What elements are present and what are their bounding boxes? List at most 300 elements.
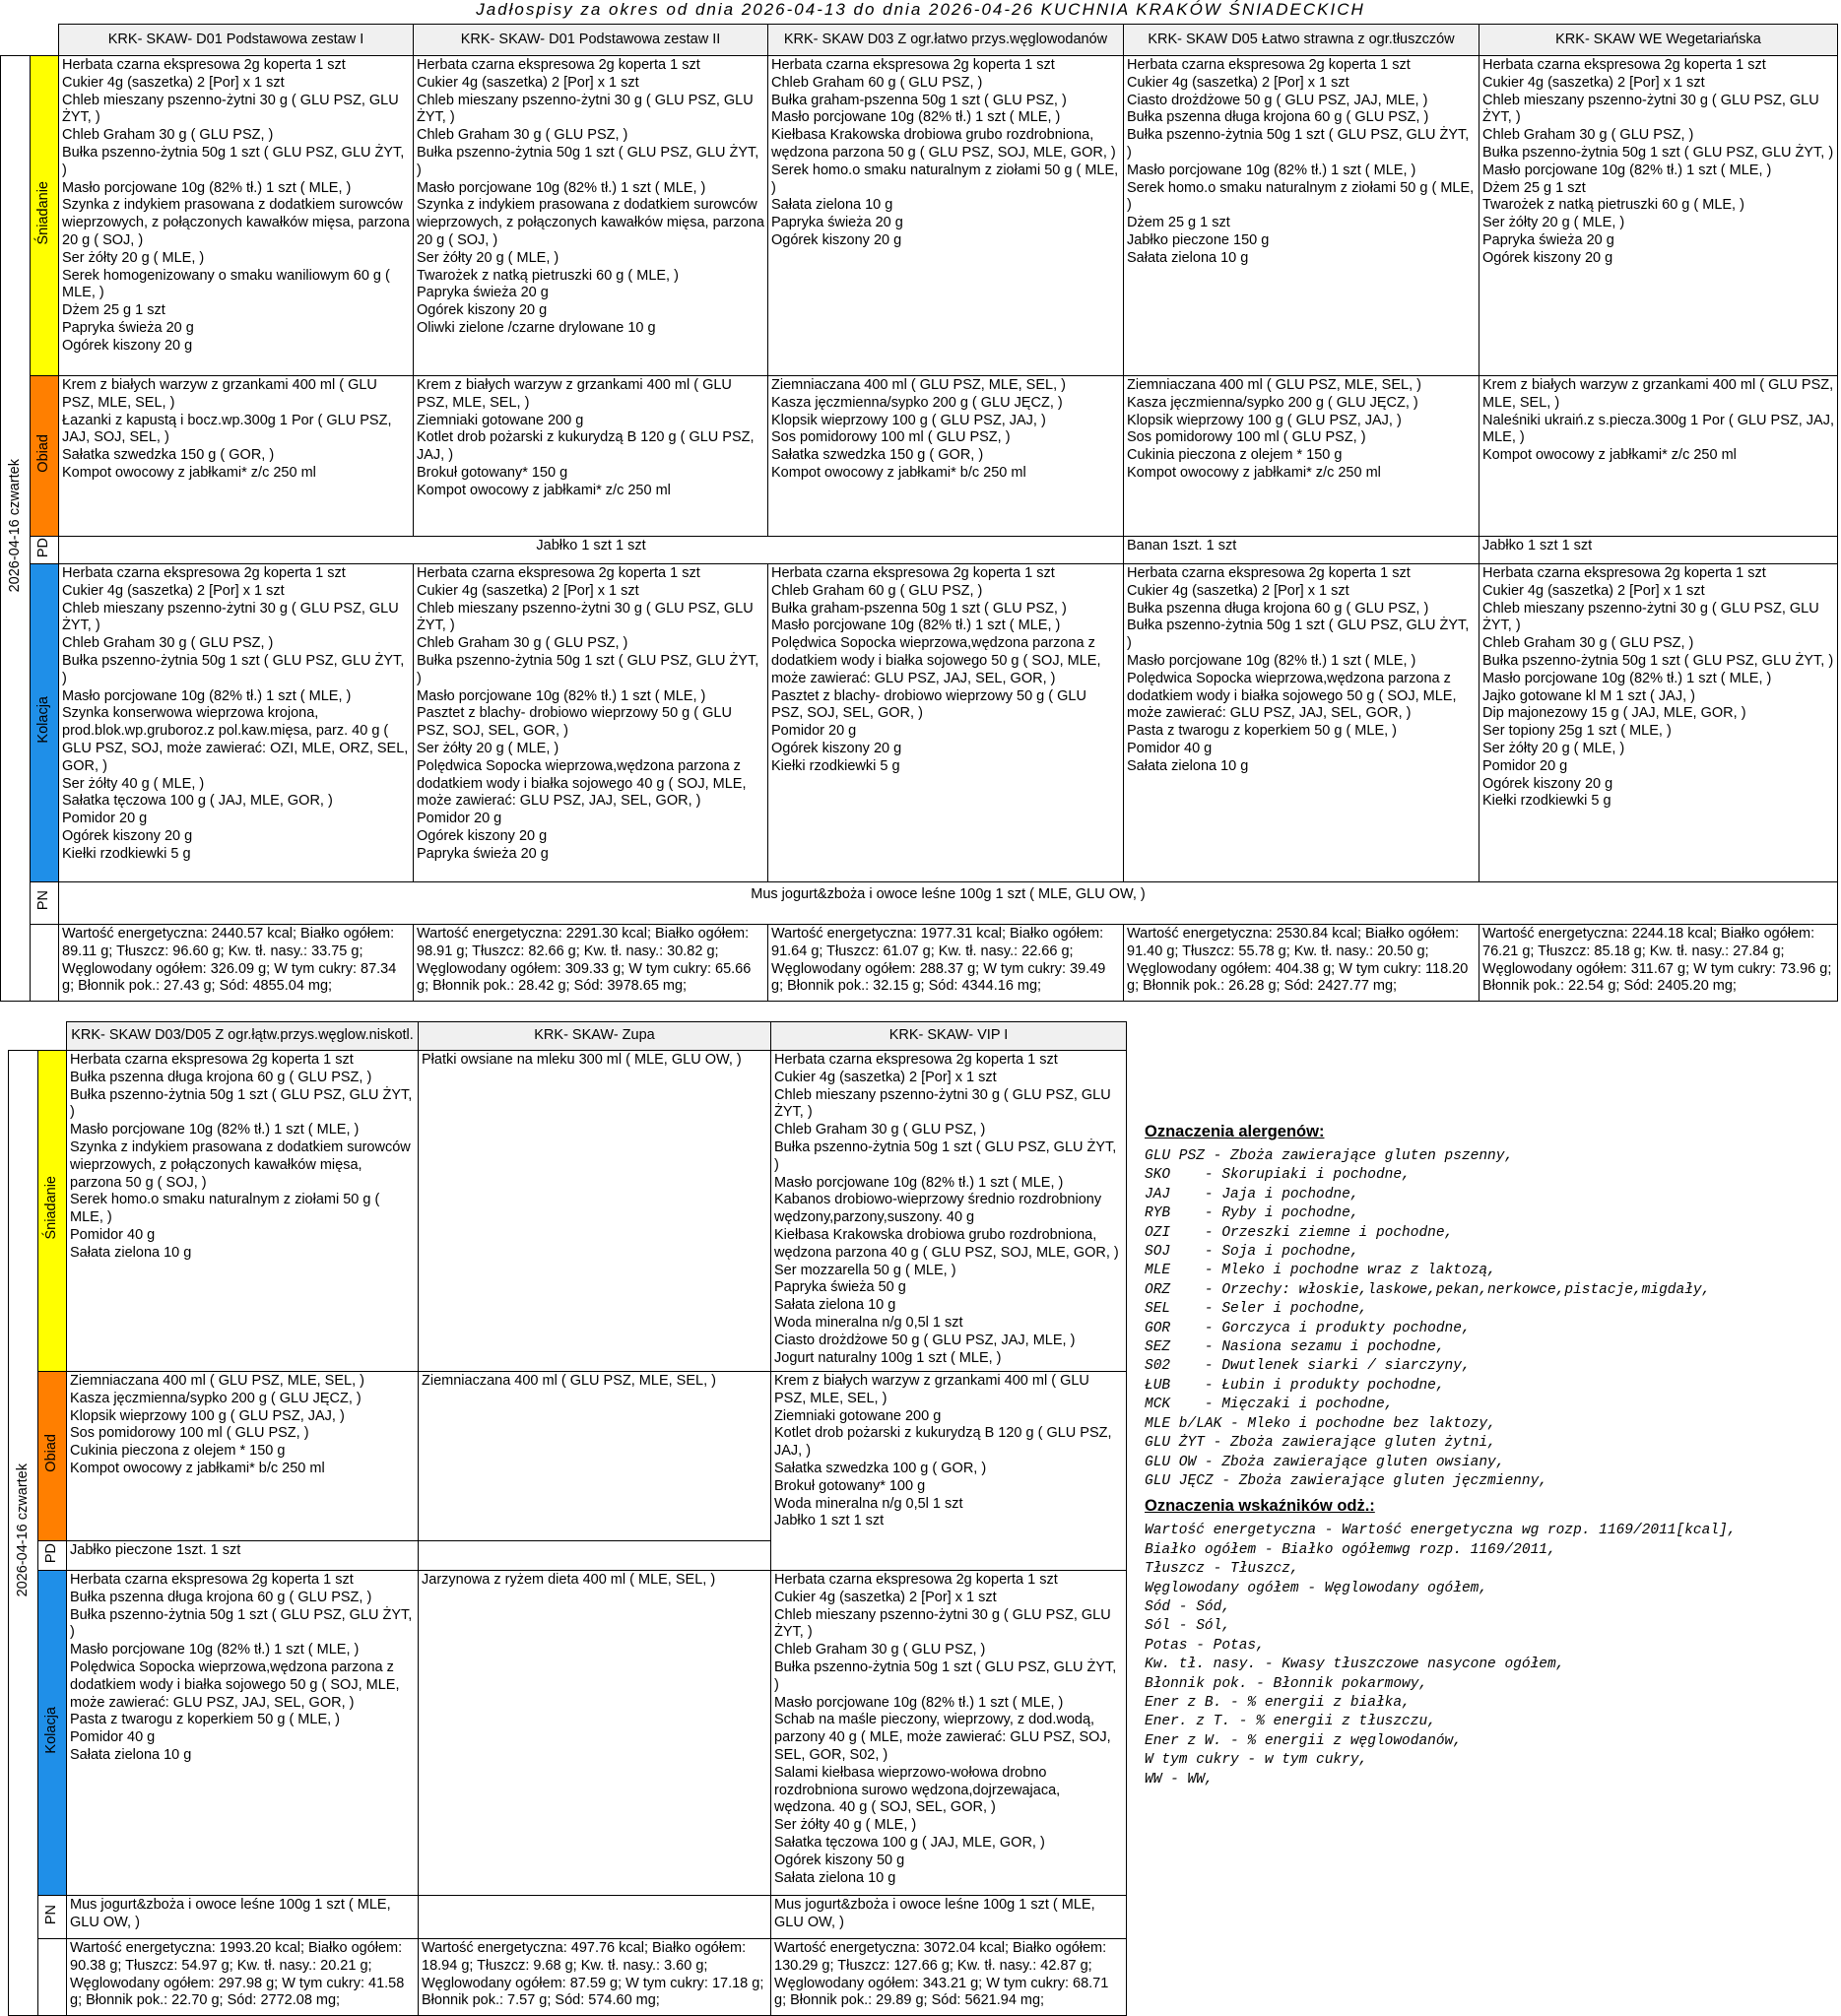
menu-item: Jajko gotowane kl M 1 szt ( JAJ, ): [1482, 687, 1695, 704]
meal-label-pn: PN: [38, 1896, 67, 1939]
menu-item: Pomidor 20 g: [1482, 757, 1568, 774]
menu-item: Sałata zielona 10 g: [70, 1244, 192, 1261]
indicators-list: [1145, 1522, 1834, 1789]
menu-item: Sałatka tęczowa 100 g ( JAJ, MLE, GOR, ): [774, 1834, 1045, 1851]
menu-item: Bułka pszenno-żytnia 50g 1 szt ( GLU PSZ, GLU ŻYT, ): [417, 144, 759, 178]
menu-cell: [771, 1571, 1127, 1896]
menu-item: Herbata czarna ekspresowa 2g koperta 1 szt: [1482, 565, 1766, 581]
diet-header: KRK- SKAW- Zupa: [419, 1022, 771, 1051]
menu-item: Sałata zielona 10 g: [1127, 249, 1249, 266]
menu-item: Masło porcjowane 10g (82% tł.) 1 szt ( MLE, ): [1482, 670, 1772, 686]
menu-cell: Jabłko 1 szt 1 szt: [1479, 537, 1838, 564]
menu-item: Chleb Graham 30 g ( GLU PSZ, ): [417, 635, 628, 652]
menu-item: Pomidor 20 g: [62, 811, 148, 827]
legend-line: Sól - Sól,: [1145, 1618, 1231, 1635]
menu-item: Chleb mieszany pszenno-żytni 30 g ( GLU PSZ, GLU ŻYT, ): [62, 600, 399, 634]
allergens-list: [1145, 1147, 1834, 1491]
legend-line: S02 - Dwutlenek siarki / siarczyny,: [1145, 1358, 1471, 1375]
menu-item: Naleśniki ukraiń.z s.piecza.300g 1 Por ( GLU PSZ, JAJ, MLE, ): [1482, 412, 1835, 446]
corner-blank: [9, 1022, 67, 1051]
menu-item: Masło porcjowane 10g (82% tł.) 1 szt ( MLE, ): [1127, 652, 1416, 669]
legend-line: Ener. z T. - % energii z tłuszczu,: [1145, 1714, 1436, 1730]
menu-item: Płatki owsiane na mleku 300 ml ( MLE, GLU OW, ): [422, 1052, 742, 1068]
menu-item: Szynka konserwowa wieprzowa krojona, prod.blok.wp.gruboroz.z pol.kaw.mięsa, parz. 40 g ( GLU PSZ, SOJ, może zawierać: OZI, MLE, ORZ, SEL, GOR, ): [62, 705, 409, 774]
meal-label-pd: PD: [31, 537, 59, 564]
menu-item: Cukinia pieczona z olejem * 150 g: [1127, 447, 1343, 464]
menu-item: Cukier 4g (saszetka) 2 [Por] x 1 szt: [1482, 582, 1705, 599]
menu-cell: [419, 1541, 771, 1571]
menu-item: Bułka pszenna długa krojona 60 g ( GLU PSZ, ): [1127, 109, 1429, 126]
menu-item: Ciasto drożdżowe 50 g ( GLU PSZ, JAJ, MLE, ): [1127, 92, 1428, 108]
menu-item: Kompot owocowy z jabłkami* z/c 250 ml: [417, 482, 671, 498]
menu-item: Pomidor 20 g: [417, 811, 502, 827]
menu-item: Kiełki rzodkiewki 5 g: [771, 757, 900, 774]
legend-line: Ener z B. - % energii z białka,: [1145, 1694, 1411, 1711]
menu-item: Papryka świeża 20 g: [417, 845, 549, 862]
menu-item: Ziemniaki gotowane 200 g: [417, 412, 584, 428]
menu-item: Bułka pszenno-żytnia 50g 1 szt ( GLU PSZ, GLU ŻYT, ): [1482, 144, 1834, 161]
menu-cell-span: [59, 882, 1838, 925]
menu-item: Bułka pszenno-żytnia 50g 1 szt ( GLU PSZ, GLU ŻYT, ): [1482, 652, 1834, 669]
legend-line: SEL - Seler i pochodne,: [1145, 1301, 1368, 1318]
meal-label-pd: PD: [38, 1541, 67, 1571]
menu-item: Sos pomidorowy 100 ml ( GLU PSZ, ): [1127, 429, 1366, 446]
menu-item: Masło porcjowane 10g (82% tł.) 1 szt ( MLE, ): [771, 109, 1061, 126]
menu-item: Jabłko 1 szt 1 szt: [774, 1513, 885, 1529]
menu-item: Herbata czarna ekspresowa 2g koperta 1 szt: [771, 57, 1055, 73]
date-cell: [1, 56, 31, 1002]
corner-blank: [1, 25, 59, 56]
menu-cell: [1479, 376, 1838, 537]
nutrition-cell: Wartość energetyczna: 2291.30 kcal; Białko ogółem: 98.91 g; Tłuszcz: 82.66 g; Kw. tł. nasy.: 30.82 g; Węglowodany ogółem: 309.33 g; W tym cukry: 65.66 g; Błonnik pok.: 28.42 g; Sód: 3978.65 mg;: [414, 925, 768, 1002]
menu-item: Ziemniaczana 400 ml ( GLU PSZ, MLE, SEL, ): [70, 1373, 364, 1389]
menu-item: Jabłko pieczone 150 g: [1127, 231, 1270, 248]
menu-item: Polędwica Sopocka wieprzowa,wędzona parzona z dodatkiem wody i białka sojowego 50 g ( SOJ, MLE, może zawierać: GLU PSZ, JAJ, SEL, GOR, ): [1127, 670, 1457, 722]
menu-item: Serek homo.o smaku naturalnym z ziołami 50 g ( MLE, ): [70, 1192, 380, 1226]
nutrition-cell: Wartość energetyczna: 1993.20 kcal; Białko ogółem: 90.38 g; Tłuszcz: 54.97 g; Kw. tł. nasy.: 20.21 g; Węglowodany ogółem: 297.98 g; W tym cukry: 41.58 g; Błonnik pok.: 22.70 g; Sód: 2772.08 mg;: [67, 1939, 419, 2016]
menu-item: Masło porcjowane 10g (82% tł.) 1 szt ( MLE, ): [1482, 162, 1772, 178]
menu-item: Pasta z twarogu z koperkiem 50 g ( MLE, ): [70, 1712, 340, 1728]
menu-cell: [67, 1051, 419, 1372]
menu-item: Papryka świeża 20 g: [771, 215, 903, 231]
menu-item: Ciasto drożdżowe 50 g ( GLU PSZ, JAJ, MLE, ): [774, 1332, 1076, 1348]
menu-cell: [771, 1372, 1127, 1571]
menu-item: Polędwica Sopocka wieprzowa,wędzona parzona z dodatkiem wody i białka sojowego 50 g ( SOJ, MLE, może zawierać: GLU PSZ, JAJ, SEL, GOR, ): [70, 1658, 400, 1711]
menu-item: Herbata czarna ekspresowa 2g koperta 1 szt: [417, 57, 700, 73]
menu-item: Herbata czarna ekspresowa 2g koperta 1 szt: [1127, 57, 1411, 73]
menu-item: Dip majonezowy 15 g ( JAJ, MLE, GOR, ): [1482, 705, 1746, 722]
legend-line: SKO - Skorupiaki i pochodne,: [1145, 1167, 1411, 1184]
menu-item: Oliwki zielone /czarne drylowane 10 g: [417, 319, 656, 336]
meal-label-obiad: Obiad: [31, 376, 59, 537]
menu-item: Chleb mieszany pszenno-żytni 30 g ( GLU PSZ, GLU ŻYT, ): [1482, 600, 1819, 634]
legend-line: Błonnik pok. - Błonnik pokarmowy,: [1145, 1675, 1428, 1692]
legend-line: Ener z W. - % energii z węglowodanów,: [1145, 1732, 1462, 1749]
menu-item: Ziemniaczana 400 ml ( GLU PSZ, MLE, SEL, ): [422, 1373, 716, 1389]
menu-item: Ser żółty 20 g ( MLE, ): [417, 249, 559, 266]
menu-item: Chleb Graham 30 g ( GLU PSZ, ): [1482, 127, 1694, 144]
menu-item: Bułka pszenno-żytnia 50g 1 szt ( GLU PSZ, GLU ŻYT, ): [774, 1138, 1117, 1173]
menu-item: Kiełbasa Krakowska drobiowa grubo rozdrobniona, wędzona parzona 40 g ( GLU PSZ, SOJ, MLE, GOR, ): [774, 1226, 1119, 1261]
menu-item: Kompot owocowy z jabłkami* z/c 250 ml: [1482, 447, 1737, 464]
menu-item: Cukier 4g (saszetka) 2 [Por] x 1 szt: [62, 74, 285, 91]
menu-item: Kasza jęczmienna/sypko 200 g ( GLU JĘCZ, ): [70, 1390, 362, 1406]
legend-line: OZI - Orzeszki ziemne i pochodne,: [1145, 1224, 1454, 1241]
menu-item: Masło porcjowane 10g (82% tł.) 1 szt ( MLE, ): [70, 1122, 360, 1138]
menu-item: Serek homogenizowany o smaku waniliowym 60 g ( MLE, ): [62, 267, 390, 301]
menu-table-2: [8, 1021, 1127, 2016]
menu-item: Cukier 4g (saszetka) 2 [Por] x 1 szt: [417, 582, 639, 599]
menu-item: Cukier 4g (saszetka) 2 [Por] x 1 szt: [1127, 582, 1349, 599]
menu-item: Szynka z indykiem prasowana z dodatkiem surowców wieprzowych, z połączonych kawałków mięsa, parzona 50 g ( SOJ, ): [70, 1138, 411, 1191]
menu-cell: [419, 1896, 771, 1939]
menu-item: Sałata zielona 10 g: [70, 1746, 192, 1763]
menu-item: Bułka pszenno-żytnia 50g 1 szt ( GLU PSZ, GLU ŻYT, ): [1127, 618, 1470, 652]
menu-cell: [414, 376, 768, 537]
menu-cell: [67, 1372, 419, 1541]
menu-item: Chleb mieszany pszenno-żytni 30 g ( GLU PSZ, GLU ŻYT, ): [62, 92, 399, 126]
menu-item: Masło porcjowane 10g (82% tł.) 1 szt ( MLE, ): [771, 618, 1061, 634]
nutrition-cell: Wartość energetyczna: 1977.31 kcal; Białko ogółem: 91.64 g; Tłuszcz: 61.07 g; Kw. tł. nasy.: 22.66 g; Węglowodany ogółem: 288.37 g; W tym cukry: 39.49 g; Błonnik pok.: 32.15 g; Sód: 4344.16 mg;: [768, 925, 1124, 1002]
menu-cell: [768, 376, 1124, 537]
menu-item: Ziemniaczana 400 ml ( GLU PSZ, MLE, SEL, ): [771, 377, 1066, 393]
menu-item: Ogórek kiszony 20 g: [1482, 249, 1613, 266]
menu-item: Bułka pszenna długa krojona 60 g ( GLU PSZ, ): [70, 1069, 372, 1085]
legend-line: ŁUB - Łubin i produkty pochodne,: [1145, 1377, 1445, 1394]
diet-header: KRK- SKAW WE Wegetariańska: [1479, 25, 1838, 56]
menu-item: Krem z białych warzyw z grzankami 400 ml ( GLU PSZ, MLE, SEL, ): [417, 377, 732, 411]
menu-cell: [419, 1571, 771, 1896]
menu-cell-span: Jabłko 1 szt 1 szt: [59, 537, 1124, 564]
nutrition-cell: Wartość energetyczna: 497.76 kcal; Białko ogółem: 18.94 g; Tłuszcz: 9.68 g; Kw. tł. nasy.: 3.60 g; Węglowodany ogółem: 87.59 g; W tym cukry: 17.18 g; Błonnik pok.: 7.57 g; Sód: 574.60 mg;: [419, 1939, 771, 2016]
diet-header: KRK- SKAW D03/D05 Z ogr.łątw.przys.węglow.niskotl.: [67, 1022, 419, 1051]
date-cell: [9, 1051, 38, 2016]
menu-item: Kasza jęczmienna/sypko 200 g ( GLU JĘCZ, ): [1127, 394, 1418, 411]
menu-item: Bułka pszenno-żytnia 50g 1 szt ( GLU PSZ, GLU ŻYT, ): [70, 1086, 413, 1121]
diet-header: KRK- SKAW D03 Z ogr.łatwo przys.węglowodanów: [768, 25, 1124, 56]
menu-item: Ser żółty 40 g ( MLE, ): [774, 1817, 917, 1834]
legend-line: SEZ - Nasiona sezamu i pochodne,: [1145, 1339, 1445, 1356]
menu-item: Dżem 25 g 1 szt: [62, 302, 165, 319]
allergens-title: Oznaczenia alergenów:: [1145, 1123, 1325, 1140]
menu-item: Kompot owocowy z jabłkami* b/c 250 ml: [771, 464, 1026, 481]
menu-item: Sałata zielona 10 g: [771, 197, 893, 214]
menu-item: Sałata zielona 10 g: [1127, 757, 1249, 774]
menu-cell: [1479, 56, 1838, 376]
menu-item: Cukier 4g (saszetka) 2 [Por] x 1 szt: [417, 74, 639, 91]
legend-line: Potas - Potas,: [1145, 1637, 1265, 1654]
menu-item: Herbata czarna ekspresowa 2g koperta 1 szt: [417, 565, 700, 581]
menu-item: Dżem 25 g 1 szt: [1127, 215, 1230, 231]
menu-item: Kiełbasa Krakowska drobiowa grubo rozdrobniona, wędzona parzona 50 g ( GLU PSZ, SOJ, MLE, GOR, ): [771, 127, 1116, 161]
menu-item: Chleb mieszany pszenno-żytni 30 g ( GLU PSZ, GLU ŻYT, ): [417, 92, 754, 126]
menu-item: Krem z białych warzyw z grzankami 400 ml ( GLU PSZ, MLE, SEL, ): [62, 377, 377, 411]
menu-item: Ogórek kiszony 20 g: [417, 302, 548, 319]
menu-cell: [419, 1372, 771, 1541]
menu-cell: [59, 376, 414, 537]
menu-item: Masło porcjowane 10g (82% tł.) 1 szt ( MLE, ): [70, 1642, 360, 1658]
legend-line: JAJ - Jaja i pochodne,: [1145, 1186, 1359, 1203]
menu-cell: [414, 564, 768, 882]
menu-item: Bułka graham-pszenna 50g 1 szt ( GLU PSZ, ): [771, 92, 1067, 108]
date-label: 2026-04-16 czwartek: [14, 1463, 31, 1597]
menu-item: Herbata czarna ekspresowa 2g koperta 1 szt: [70, 1572, 354, 1588]
menu-cell: [59, 56, 414, 376]
menu-item: Sałatka szwedzka 150 g ( GOR, ): [62, 447, 275, 464]
meal-label-kolacja: Kolacja: [38, 1571, 67, 1896]
menu-item: Ser żółty 20 g ( MLE, ): [417, 740, 559, 756]
menu-item: Ser żółty 20 g ( MLE, ): [62, 249, 205, 266]
menu-item: Ogórek kiszony 20 g: [771, 740, 902, 756]
menu-cell: [59, 564, 414, 882]
menu-item: Serek homo.o smaku naturalnym z ziołami 50 g ( MLE, ): [1127, 179, 1475, 214]
menu-item: Chleb Graham 60 g ( GLU PSZ, ): [771, 582, 983, 599]
menu-item: Mus jogurt&zboża i owoce leśne 100g 1 szt ( MLE, GLU OW, ): [70, 1897, 391, 1930]
menu-item: Kompot owocowy z jabłkami* z/c 250 ml: [1127, 464, 1381, 481]
menu-cell: [768, 56, 1124, 376]
menu-item: Bułka pszenno-żytnia 50g 1 szt ( GLU PSZ, GLU ŻYT, ): [62, 652, 405, 686]
menu-item: Pasztet z blachy- drobiowo wieprzowy 50 g ( GLU PSZ, SOJ, SEL, GOR, ): [771, 687, 1086, 722]
legend-line: GLU ŻYT - Zboża zawierające gluten żytni,: [1145, 1435, 1496, 1452]
menu-item: Pomidor 40 g: [1127, 740, 1213, 756]
menu-item: Chleb Graham 30 g ( GLU PSZ, ): [62, 127, 274, 144]
menu-item: Brokuł gotowany* 100 g: [774, 1477, 926, 1494]
diet-header: KRK- SKAW- VIP I: [771, 1022, 1127, 1051]
legend-line: Węglowodany ogółem - Węglowodany ogółem,: [1145, 1580, 1488, 1596]
menu-item: Ser topiony 25g 1 szt ( MLE, ): [1482, 723, 1672, 740]
legend-line: GLU PSZ - Zboża zawierające gluten pszenny,: [1145, 1148, 1514, 1164]
menu-item: Chleb mieszany pszenno-żytni 30 g ( GLU PSZ, GLU ŻYT, ): [1482, 92, 1819, 126]
menu-item: Ser żółty 20 g ( MLE, ): [1482, 740, 1625, 756]
menu-item: Masło porcjowane 10g (82% tł.) 1 szt ( MLE, ): [1127, 162, 1416, 178]
menu-item: Sos pomidorowy 100 ml ( GLU PSZ, ): [70, 1425, 309, 1442]
menu-item: Ogórek kiszony 20 g: [62, 827, 193, 844]
menu-item: Chleb mieszany pszenno-żytni 30 g ( GLU PSZ, GLU ŻYT, ): [774, 1606, 1111, 1641]
menu-item: Chleb mieszany pszenno-żytni 30 g ( GLU PSZ, GLU ŻYT, ): [417, 600, 754, 634]
legend-line: Białko ogółem - Białko ogółemwg rozp. 1169/2011,: [1145, 1541, 1556, 1558]
menu-item: Sos pomidorowy 100 ml ( GLU PSZ, ): [771, 429, 1011, 446]
menu-cell: Banan 1szt. 1 szt: [1124, 537, 1479, 564]
menu-item: Klopsik wieprzowy 100 g ( GLU PSZ, JAJ, ): [1127, 412, 1402, 428]
menu-item: Krem z białych warzyw z grzankami 400 ml ( GLU PSZ, MLE, SEL, ): [1482, 377, 1834, 411]
menu-item: Masło porcjowane 10g (82% tł.) 1 szt ( MLE, ): [774, 1174, 1064, 1191]
menu-item: Ser żółty 20 g ( MLE, ): [1482, 215, 1625, 231]
meal-label-sniadanie: Śniadanie: [31, 56, 59, 376]
menu-item: Chleb mieszany pszenno-żytni 30 g ( GLU PSZ, GLU ŻYT, ): [774, 1086, 1111, 1121]
menu-item: Masło porcjowane 10g (82% tł.) 1 szt ( MLE, ): [62, 179, 352, 196]
menu-item: Szynka z indykiem prasowana z dodatkiem surowców wieprzowych, z połączonych kawałków mięsa, parzona 20 g ( SOJ, ): [417, 197, 764, 248]
menu-cell: [1124, 376, 1479, 537]
menu-cell: [414, 56, 768, 376]
menu-item: Cukier 4g (saszetka) 2 [Por] x 1 szt: [774, 1069, 997, 1085]
menu-item: Herbata czarna ekspresowa 2g koperta 1 szt: [62, 565, 346, 581]
menu-item: Papryka świeża 20 g: [62, 319, 194, 336]
menu-item: Masło porcjowane 10g (82% tł.) 1 szt ( MLE, ): [774, 1694, 1064, 1711]
menu-item: Cukier 4g (saszetka) 2 [Por] x 1 szt: [1482, 74, 1705, 91]
legend-line: MLE - Mleko i pochodne wraz z laktozą,: [1145, 1263, 1496, 1279]
menu-cell: [768, 564, 1124, 882]
menu-item: Schab na maśle pieczony, wieprzowy, z dod.wodą, parzony 40 g ( MLE, może zawierać: GLU PSZ, SOJ, SEL, GOR, S02, ): [774, 1712, 1111, 1763]
menu-item: Sałata zielona 10 g: [774, 1869, 896, 1886]
menu-item: Bułka pszenno-żytnia 50g 1 szt ( GLU PSZ, GLU ŻYT, ): [62, 144, 405, 178]
legend-line: GLU JĘCZ - Zboża zawierające gluten jęczmienny,: [1145, 1472, 1547, 1489]
legend-line: GOR - Gorczyca i produkty pochodne,: [1145, 1320, 1471, 1336]
indicators-title: Oznaczenia wskaźników odż.:: [1145, 1497, 1375, 1516]
nutrition-cell: Wartość energetyczna: 2440.57 kcal; Białko ogółem: 89.11 g; Tłuszcz: 96.60 g; Kw. tł. nasy.: 33.75 g; Węglowodany ogółem: 326.09 g; W tym cukry: 87.34 g; Błonnik pok.: 27.43 g; Sód: 4855.04 mg;: [59, 925, 414, 1002]
menu-table-1: [0, 24, 1838, 1002]
menu-item: Cukier 4g (saszetka) 2 [Por] x 1 szt: [62, 582, 285, 599]
legend: [1145, 1123, 1834, 1789]
menu-item: Masło porcjowane 10g (82% tł.) 1 szt ( MLE, ): [417, 179, 706, 196]
menu-item: Kiełki rzodkiewki 5 g: [62, 845, 191, 862]
menu-item: Kotlet drob pożarski z kukurydzą B 120 g ( GLU PSZ, JAJ, ): [774, 1425, 1112, 1460]
menu-item: Klopsik wieprzowy 100 g ( GLU PSZ, JAJ, ): [771, 412, 1046, 428]
menu-item: Kotlet drob pożarski z kukurydzą B 120 g ( GLU PSZ, JAJ, ): [417, 429, 755, 464]
menu-item: Klopsik wieprzowy 100 g ( GLU PSZ, JAJ, ): [70, 1407, 345, 1424]
menu-cell: [771, 1051, 1127, 1372]
menu-cell: [1124, 56, 1479, 376]
menu-item: Ogórek kiszony 20 g: [62, 337, 193, 354]
menu-item: Polędwica Sopocka wieprzowa,wędzona parzona z dodatkiem wody i białka sojowego 50 g ( SOJ, MLE, może zawierać: GLU PSZ, JAJ, SEL, GOR, ): [771, 635, 1101, 686]
menu-item: Chleb Graham 30 g ( GLU PSZ, ): [774, 1642, 986, 1658]
menu-item: Bułka pszenno-żytnia 50g 1 szt ( GLU PSZ, GLU ŻYT, ): [774, 1658, 1117, 1693]
menu-item: Chleb Graham 30 g ( GLU PSZ, ): [774, 1122, 986, 1138]
legend-line: SOJ - Soja i pochodne,: [1145, 1244, 1359, 1261]
menu-item: Papryka świeża 20 g: [417, 285, 549, 301]
menu-item: Ser mozzarella 50 g ( MLE, ): [774, 1262, 956, 1278]
legend-line: Wartość energetyczna - Wartość energetyczna wg rozp. 1169/2011[kcal],: [1145, 1523, 1737, 1539]
menu-item: Cukier 4g (saszetka) 2 [Por] x 1 szt: [1127, 74, 1349, 91]
menu-item: Papryka świeża 50 g: [774, 1279, 906, 1296]
menu-item: Papryka świeża 20 g: [1482, 231, 1614, 248]
menu-item: Pomidor 40 g: [70, 1226, 156, 1243]
menu-item: Dżem 25 g 1 szt: [1482, 179, 1586, 196]
legend-line: Sód - Sód,: [1145, 1598, 1231, 1615]
menu-cell: [67, 1571, 419, 1896]
nutrition-cell: Wartość energetyczna: 3072.04 kcal; Białko ogółem: 130.29 g; Tłuszcz: 127.66 g; Kw. tł. nasy.: 42.87 g; Węglowodany ogółem: 343.21 g; W tym cukry: 68.71 g; Błonnik pok.: 29.89 g; Sód: 5621.94 mg;: [771, 1939, 1127, 2016]
menu-cell: [67, 1896, 419, 1939]
menu-cell: [419, 1051, 771, 1372]
menu-item: Brokuł gotowany* 150 g: [417, 464, 568, 481]
menu-item: Ogórek kiszony 20 g: [1482, 775, 1613, 792]
diet-header: KRK- SKAW- D01 Podstawowa zestaw II: [414, 25, 768, 56]
menu-item: Kompot owocowy z jabłkami* b/c 250 ml: [70, 1460, 325, 1476]
menu-item: Kabanos drobiowo-wieprzowy średnio rozdrobniony wędzony,parzony,suszony. 40 g: [774, 1192, 1102, 1226]
menu-item: Bułka pszenna długa krojona 60 g ( GLU PSZ, ): [70, 1589, 372, 1605]
menu-item: Ziemniaki gotowane 200 g: [774, 1407, 942, 1424]
legend-line: MCK - Mięczaki i pochodne,: [1145, 1397, 1394, 1413]
meal-label-obiad: Obiad: [38, 1372, 67, 1541]
menu-cell: [1479, 564, 1838, 882]
meal-label-blank: [31, 925, 59, 1002]
menu-item: Kasza jęczmienna/sypko 200 g ( GLU JĘCZ, ): [771, 394, 1063, 411]
menu-item: Bułka graham-pszenna 50g 1 szt ( GLU PSZ, ): [771, 600, 1067, 617]
nutrition-cell: Wartość energetyczna: 2530.84 kcal; Białko ogółem: 91.40 g; Tłuszcz: 55.78 g; Kw. tł. nasy.: 20.50 g; Węglowodany ogółem: 404.38 g; W tym cukry: 118.20 g; Błonnik pok.: 26.28 g; Sód: 2427.77 mg;: [1124, 925, 1479, 1002]
legend-line: Kw. tł. nasy. - Kwasy tłuszczowe nasycone ogółem,: [1145, 1657, 1565, 1673]
menu-item: Herbata czarna ekspresowa 2g koperta 1 szt: [771, 565, 1055, 581]
menu-item: Herbata czarna ekspresowa 2g koperta 1 szt: [774, 1572, 1058, 1588]
menu-item: Pasztet z blachy- drobiowo wieprzowy 50 g ( GLU PSZ, SOJ, SEL, GOR, ): [417, 705, 732, 740]
legend-line: MLE b/LAK - Mleko i pochodne bez laktozy,: [1145, 1415, 1496, 1432]
diet-header: KRK- SKAW D05 Łatwo strawna z ogr.tłuszczów: [1124, 25, 1479, 56]
menu-item: Bułka pszenno-żytnia 50g 1 szt ( GLU PSZ, GLU ŻYT, ): [70, 1606, 413, 1641]
menu-item: Chleb Graham 30 g ( GLU PSZ, ): [62, 635, 274, 652]
menu-item: Twarożek z natką pietruszki 60 g ( MLE, ): [1482, 197, 1744, 214]
menu-item: Pomidor 20 g: [771, 723, 857, 740]
menu-item: Herbata czarna ekspresowa 2g koperta 1 szt: [1482, 57, 1766, 73]
menu-item: Serek homo.o smaku naturalnym z ziołami 50 g ( MLE, ): [771, 162, 1119, 196]
page-title: Jadłospisy za okres od dnia 2026-04-13 do dnia 2026-04-26 KUCHNIA KRAKÓW ŚNIADECKICH: [476, 0, 1365, 19]
menu-item: Jogurt naturalny 100g 1 szt ( MLE, ): [774, 1349, 1002, 1366]
menu-item: Kiełki rzodkiewki 5 g: [1482, 793, 1611, 810]
menu-cell: Jabłko pieczone 1szt. 1 szt: [67, 1541, 419, 1571]
menu-item: Łazanki z kapustą i bocz.wp.300g 1 Por ( GLU PSZ, JAJ, SOJ, SEL, ): [62, 412, 392, 446]
menu-item: Cukinia pieczona z olejem * 150 g: [70, 1443, 286, 1460]
menu-item: Bułka pszenna długa krojona 60 g ( GLU PSZ, ): [1127, 600, 1429, 617]
menu-item: Herbata czarna ekspresowa 2g koperta 1 szt: [1127, 565, 1411, 581]
menu-item: Sałatka szwedzka 100 g ( GOR, ): [774, 1460, 987, 1476]
menu-item: Twarożek z natką pietruszki 60 g ( MLE, ): [417, 267, 679, 284]
menu-cell: [1124, 564, 1479, 882]
menu-item: Mus jogurt&zboża i owoce leśne 100g 1 szt ( MLE, GLU OW, ): [774, 1897, 1095, 1930]
legend-line: GLU OW - Zboża zawierające gluten owsiany,: [1145, 1454, 1505, 1470]
menu-item: Ogórek kiszony 50 g: [774, 1852, 905, 1868]
menu-cell: [771, 1896, 1127, 1939]
menu-item: Masło porcjowane 10g (82% tł.) 1 szt ( MLE, ): [417, 687, 706, 704]
menu-item: Herbata czarna ekspresowa 2g koperta 1 szt: [774, 1052, 1058, 1068]
menu-item: Sałatka szwedzka 150 g ( GOR, ): [771, 447, 984, 464]
menu-item: Ogórek kiszony 20 g: [417, 827, 548, 844]
menu-item: Mus jogurt&zboża i owoce leśne 100g 1 szt ( MLE, GLU OW, ): [751, 886, 1146, 902]
legend-line: RYB - Ryby i pochodne,: [1145, 1205, 1359, 1222]
menu-item: Bułka pszenno-żytnia 50g 1 szt ( GLU PSZ, GLU ŻYT, ): [1127, 127, 1470, 161]
menu-item: Szynka z indykiem prasowana z dodatkiem surowców wieprzowych, z połączonych kawałków mięsa, parzona 20 g ( SOJ, ): [62, 197, 410, 248]
menu-item: Cukier 4g (saszetka) 2 [Por] x 1 szt: [774, 1589, 997, 1605]
menu-item: Chleb Graham 30 g ( GLU PSZ, ): [1482, 635, 1694, 652]
menu-item: Krem z białych warzyw z grzankami 400 ml ( GLU PSZ, MLE, SEL, ): [774, 1373, 1089, 1406]
menu-item: Chleb Graham 60 g ( GLU PSZ, ): [771, 74, 983, 91]
menu-item: Pasta z twarogu z koperkiem 50 g ( MLE, ): [1127, 723, 1397, 740]
menu-item: Herbata czarna ekspresowa 2g koperta 1 szt: [70, 1052, 354, 1068]
meal-label-kolacja: Kolacja: [31, 564, 59, 882]
menu-item: Kompot owocowy z jabłkami* z/c 250 ml: [62, 464, 316, 481]
meal-label-pn: PN: [31, 882, 59, 925]
legend-line: W tym cukry - w tym cukry,: [1145, 1752, 1368, 1769]
menu-item: Woda mineralna n/g 0,5l 1 szt: [774, 1314, 963, 1331]
menu-item: Polędwica Sopocka wieprzowa,wędzona parzona z dodatkiem wody i białka sojowego 40 g ( SOJ, MLE, może zawierać: GLU PSZ, JAJ, SEL, GOR, ): [417, 757, 747, 810]
menu-item: Bułka pszenno-żytnia 50g 1 szt ( GLU PSZ, GLU ŻYT, ): [417, 652, 759, 686]
menu-item: Woda mineralna n/g 0,5l 1 szt: [774, 1495, 963, 1512]
meal-label-blank: [38, 1939, 67, 2016]
menu-item: Pomidor 40 g: [70, 1729, 156, 1746]
menu-item: Sałata zielona 10 g: [774, 1297, 896, 1314]
menu-item: Herbata czarna ekspresowa 2g koperta 1 szt: [62, 57, 346, 73]
menu-item: Ogórek kiszony 20 g: [771, 231, 902, 248]
menu-item: Chleb Graham 30 g ( GLU PSZ, ): [417, 127, 628, 144]
legend-line: WW - WW,: [1145, 1771, 1214, 1788]
diet-header: KRK- SKAW- D01 Podstawowa zestaw I: [59, 25, 414, 56]
menu-item: Salami kiełbasa wieprzowo-wołowa drobno rozdrobniona surowo wędzona,dojrzewajaca, wędzona. 40 g ( SOJ, SEL, GOR, ): [774, 1764, 1061, 1816]
date-label: 2026-04-16 czwartek: [6, 458, 23, 593]
menu-item: Masło porcjowane 10g (82% tł.) 1 szt ( MLE, ): [62, 687, 352, 704]
menu-item: Ser żółty 40 g ( MLE, ): [62, 775, 205, 792]
meal-label-sniadanie: Śniadanie: [38, 1051, 67, 1372]
menu-item: Jarzynowa z ryżem dieta 400 ml ( MLE, SEL, ): [422, 1572, 716, 1588]
legend-line: ORZ - Orzechy: włoskie,laskowe,pekan,nerkowce,pistacje,migdały,: [1145, 1281, 1711, 1298]
nutrition-cell: Wartość energetyczna: 2244.18 kcal; Białko ogółem: 76.21 g; Tłuszcz: 85.18 g; Kw. tł. nasy.: 27.84 g; Węglowodany ogółem: 311.67 g; W tym cukry: 73.96 g; Błonnik pok.: 22.54 g; Sód: 2405.20 mg;: [1479, 925, 1838, 1002]
legend-line: Tłuszcz - Tłuszcz,: [1145, 1561, 1299, 1578]
menu-item: Ziemniaczana 400 ml ( GLU PSZ, MLE, SEL, ): [1127, 377, 1421, 393]
